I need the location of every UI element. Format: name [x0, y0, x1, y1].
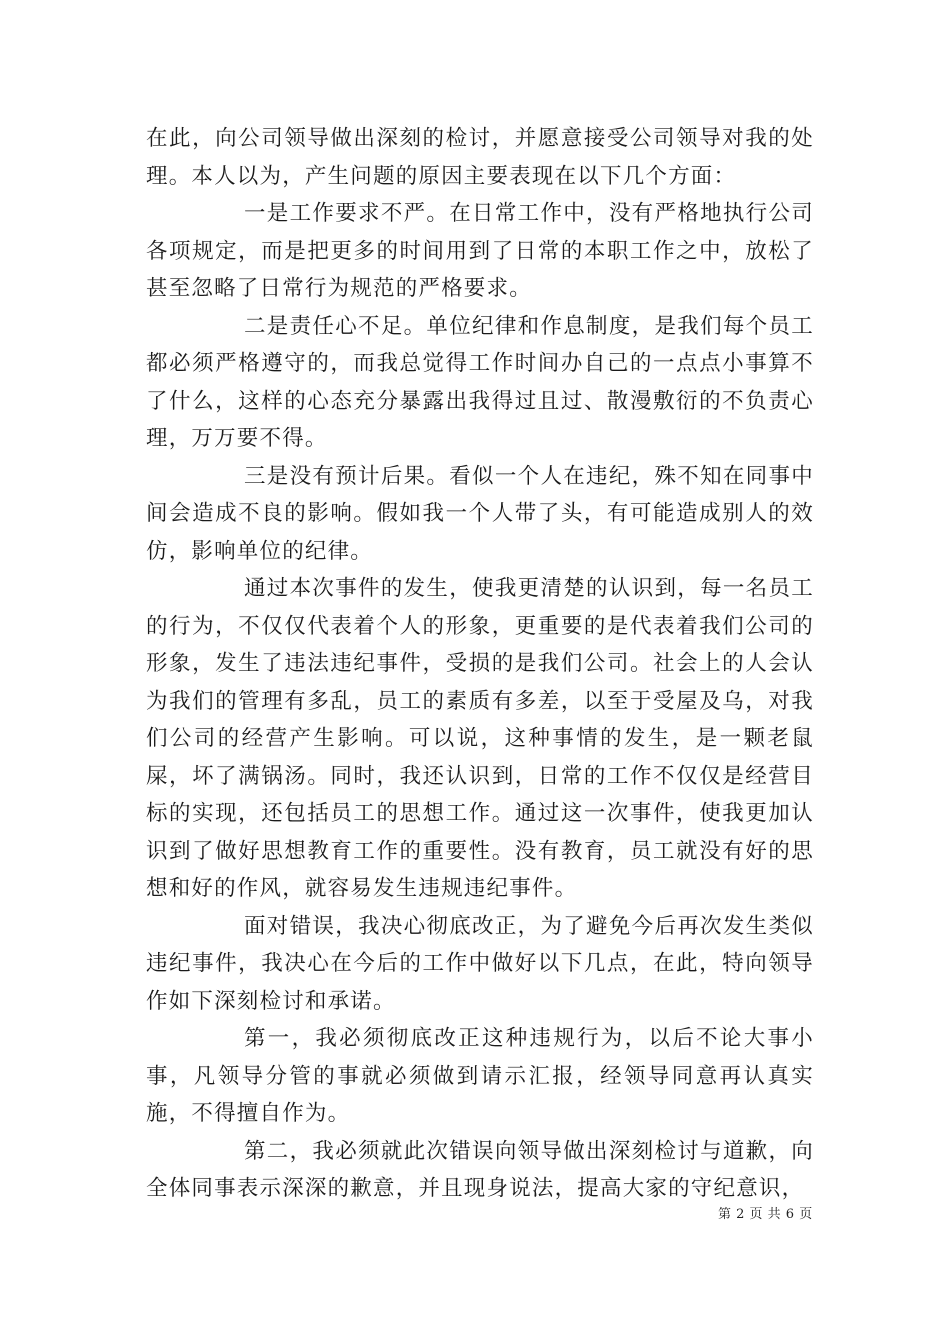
document-body: [146, 120, 814, 1208]
paragraph-8: 第二，我必须就此次错误向领导做出深刻检讨与道歉，向全体同事表示深深的歉意，并且现身说法，提高大家的守纪意识，: [146, 1138, 814, 1201]
paragraph-4: 三是没有预计后果。看似一个人在违纪，殊不知在同事中间会造成不良的影响。假如我一个人带了头，有可能造成别人的效仿，影响单位的纪律。: [146, 463, 814, 564]
paragraph-6: 面对错误，我决心彻底改正，为了避免今后再次发生类似违纪事件，我决心在今后的工作中做好以下几点，在此，特向领导作如下深刻检讨和承诺。: [146, 913, 814, 1014]
paragraph-5: 通过本次事件的发生，使我更清楚的认识到，每一名员工的行为，不仅仅代表着个人的形象，更重要的是代表着我们公司的形象，发生了违法违纪事件，受损的是我们公司。社会上的人会认为我们的管理有多乱，员工的素质有多差，以至于受屋及乌，对我们公司的经营产生影响。可以说，这种事情的发生，是一颗老鼠屎，坏了满锅汤。同时，我还认识到，日常的工作不仅仅是经营目标的实现，还包括员工的思想工作。通过这一次事件，使我更加认识到了做好思想教育工作的重要性。没有教育，员工就没有好的思想和好的作风，就容易发生违规违纪事件。: [146, 576, 814, 901]
paragraph-1: 在此，向公司领导做出深刻的检讨，并愿意接受公司领导对我的处理。本人以为，产生问题的原因主要表现在以下几个方面：: [146, 126, 814, 189]
paragraph-7: 第一，我必须彻底改正这种违规行为，以后不论大事小事，凡领导分管的事就必须做到请示汇报，经领导同意再认真实施，不得擅自作为。: [146, 1026, 814, 1126]
page-number-footer: 第 2 页 共 6 页: [718, 1207, 813, 1222]
paragraph-2: 一是工作要求不严。在日常工作中，没有严格地执行公司各项规定，而是把更多的时间用到了日常的本职工作之中，放松了甚至忽略了日常行为规范的严格要求。: [146, 201, 814, 301]
paragraph-3: 二是责任心不足。单位纪律和作息制度，是我们每个员工都必须严格遵守的，而我总觉得工作时间办自己的一点点小事算不了什么，这样的心态充分暴露出我得过且过、散漫敷衍的不负责心理，万万要不得。: [146, 313, 814, 451]
